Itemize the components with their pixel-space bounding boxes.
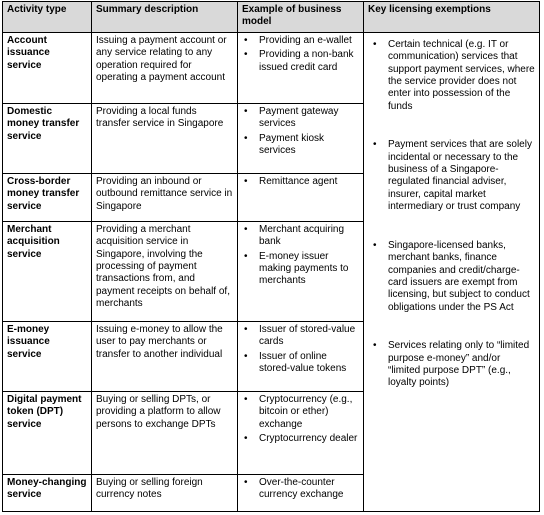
header-row <box>3 2 540 33</box>
business-model-cell <box>238 103 364 173</box>
exemption-item: • Payment services that are solely incidental or necessary to the business of a Singapore-regulated financial adviser, insurer, capital market intermediary or trust company <box>368 139 535 213</box>
business-model-cell <box>238 173 364 221</box>
exemption-item: • Singapore-licensed banks, merchant banks, finance companies and credit/charge-card issuers are exempt from licensing, but subject to conduct obligations under the PS Act <box>368 240 535 314</box>
table-row <box>3 32 540 103</box>
business-model-item: • Payment kiosk services <box>240 133 359 158</box>
business-model-item: • Payment gateway services <box>240 106 359 131</box>
summary-cell: Issuing a payment account or any service relating to any operation required for operating a payment account <box>92 32 238 103</box>
business-model-item: • E-money issuer making payments to merchants <box>240 251 359 288</box>
licensing-table <box>2 1 540 512</box>
business-model-item: • Issuer of online stored-value tokens <box>240 351 359 376</box>
business-model-cell <box>238 221 364 321</box>
exemption-item: • Certain technical (e.g. IT or communication) services that support payment services, where the service provider does not enter into possession of the funds <box>368 39 535 113</box>
exemption-item: • Services relating only to “limited purpose e-money” and/or “limited purpose DPT” (e.g., loyalty points) <box>368 340 535 390</box>
business-model-item: • Issuer of stored-value cards <box>240 324 359 349</box>
business-model-item: • Cryptocurrency (e.g., bitcoin or ether) exchange <box>240 394 359 431</box>
activity-type-cell: Cross-border money transfer service <box>3 173 92 221</box>
activity-type-cell: Domestic money transfer service <box>3 103 92 173</box>
business-model-item: • Providing a non-bank issued credit card <box>240 49 359 74</box>
header-summary-description: Summary description <box>92 2 238 33</box>
business-model-item: • Remittance agent <box>240 176 359 188</box>
activity-type-cell: Account issuance service <box>3 32 92 103</box>
business-model-item: • Over-the-counter currency exchange <box>240 477 359 502</box>
activity-type-cell: Merchant acquisition service <box>3 221 92 321</box>
summary-cell: Providing a local funds transfer service in Singapore <box>92 103 238 173</box>
activity-type-cell: Money-changing service <box>3 474 92 511</box>
exemptions-cell <box>364 32 540 511</box>
activity-type-cell: E-money issuance service <box>3 321 92 391</box>
business-model-item: • Merchant acquiring bank <box>240 224 359 249</box>
business-model-cell <box>238 32 364 103</box>
business-model-cell <box>238 474 364 511</box>
header-activity-type: Activity type <box>3 2 92 33</box>
business-model-cell <box>238 391 364 474</box>
activity-type-cell: Digital payment token (DPT) service <box>3 391 92 474</box>
business-model-cell <box>238 321 364 391</box>
header-business-model: Example of business model <box>238 2 364 33</box>
summary-cell: Buying or selling foreign currency notes <box>92 474 238 511</box>
summary-cell: Providing an inbound or outbound remittance service in Singapore <box>92 173 238 221</box>
summary-cell: Providing a merchant acquisition service in Singapore, involving the processing of payment transactions from, and payment receipts on behalf of, merchants <box>92 221 238 321</box>
header-licensing-exemptions: Key licensing exemptions <box>364 2 540 33</box>
business-model-item: • Cryptocurrency dealer <box>240 433 359 445</box>
summary-cell: Buying or selling DPTs, or providing a platform to allow persons to exchange DPTs <box>92 391 238 474</box>
summary-cell: Issuing e-money to allow the user to pay merchants or transfer to another individual <box>92 321 238 391</box>
business-model-item: • Providing an e-wallet <box>240 35 359 47</box>
